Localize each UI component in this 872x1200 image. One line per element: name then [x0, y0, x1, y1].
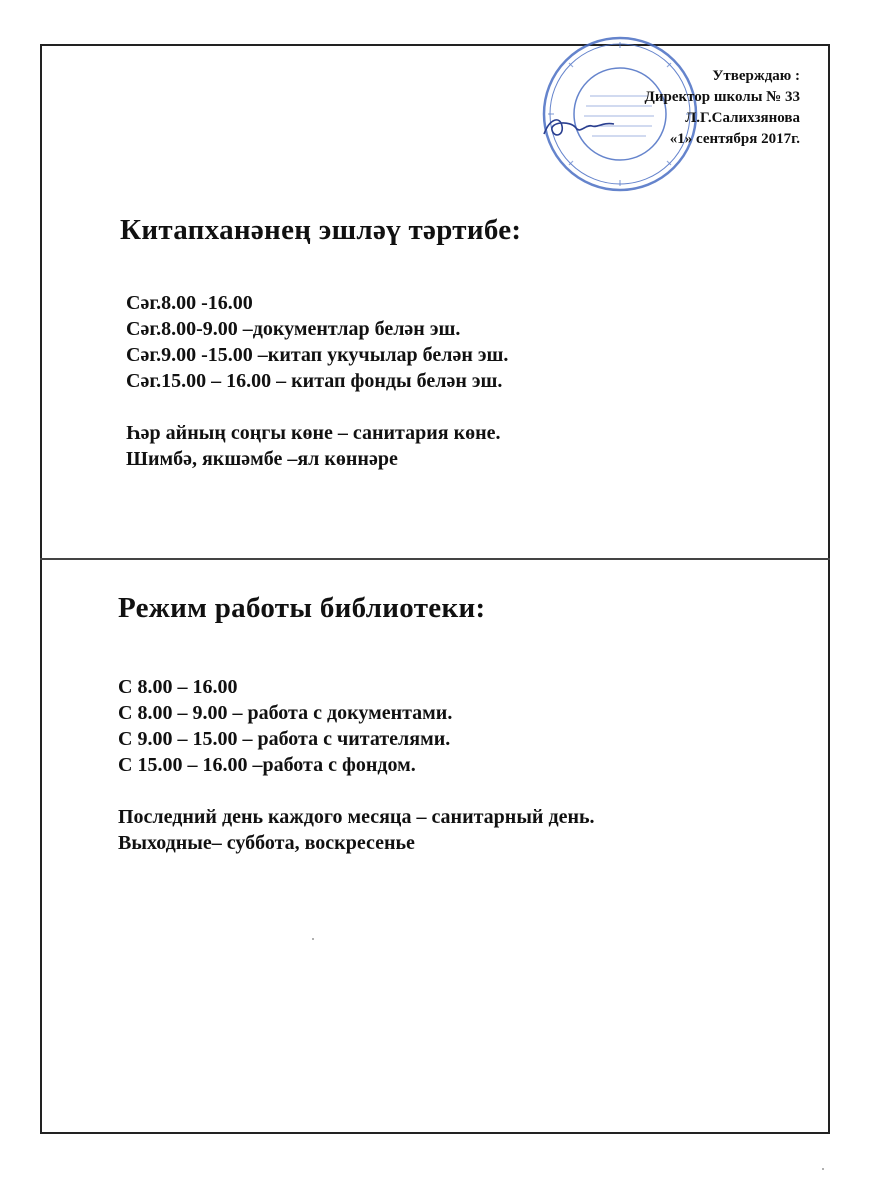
note-row: Выходные– суббота, воскресенье — [118, 832, 415, 854]
page-frame — [40, 44, 830, 1134]
approval-line: Л.Г.Салихзянова — [685, 110, 800, 126]
schedule-row: С 15.00 – 16.00 –работа с фондом. — [118, 754, 416, 776]
approval-line: Директор школы № 33 — [644, 89, 800, 105]
section-divider — [40, 558, 830, 560]
russian-heading: Режим работы библиотеки: — [118, 592, 486, 624]
russian-schedule — [118, 674, 595, 856]
note-row: Шимбә, якшәмбе –ял көннәре — [126, 448, 398, 470]
signature-icon — [540, 112, 618, 142]
schedule-row: С 8.00 – 16.00 — [118, 676, 238, 698]
approval-line: «1» сентября 2017г. — [669, 131, 800, 147]
schedule-row: С 8.00 – 9.00 – работа с документами. — [118, 702, 453, 724]
tatar-schedule — [126, 290, 508, 472]
note-row: Һәр айның соңгы көне – санитария көне. — [126, 422, 501, 444]
schedule-row: Сәг.15.00 – 16.00 – китап фонды белән эш. — [126, 370, 503, 392]
scan-speck — [822, 1168, 824, 1170]
tatar-heading: Китапханәнең эшләү тәртибе: — [120, 214, 522, 246]
spacer — [118, 778, 595, 804]
schedule-row: Сәг.9.00 -15.00 –китап укучылар белән эш. — [126, 344, 509, 366]
note-row: Последний день каждого месяца – санитарный день. — [118, 806, 595, 828]
spacer — [126, 394, 508, 420]
schedule-row: С 9.00 – 15.00 – работа с читателями. — [118, 728, 451, 750]
schedule-row: Сәг.8.00-9.00 –документлар белән эш. — [126, 318, 461, 340]
scan-speck — [312, 938, 314, 940]
approval-line: Утверждаю : — [712, 68, 800, 84]
schedule-row: Сәг.8.00 -16.00 — [126, 292, 253, 314]
approval-block — [645, 66, 800, 150]
